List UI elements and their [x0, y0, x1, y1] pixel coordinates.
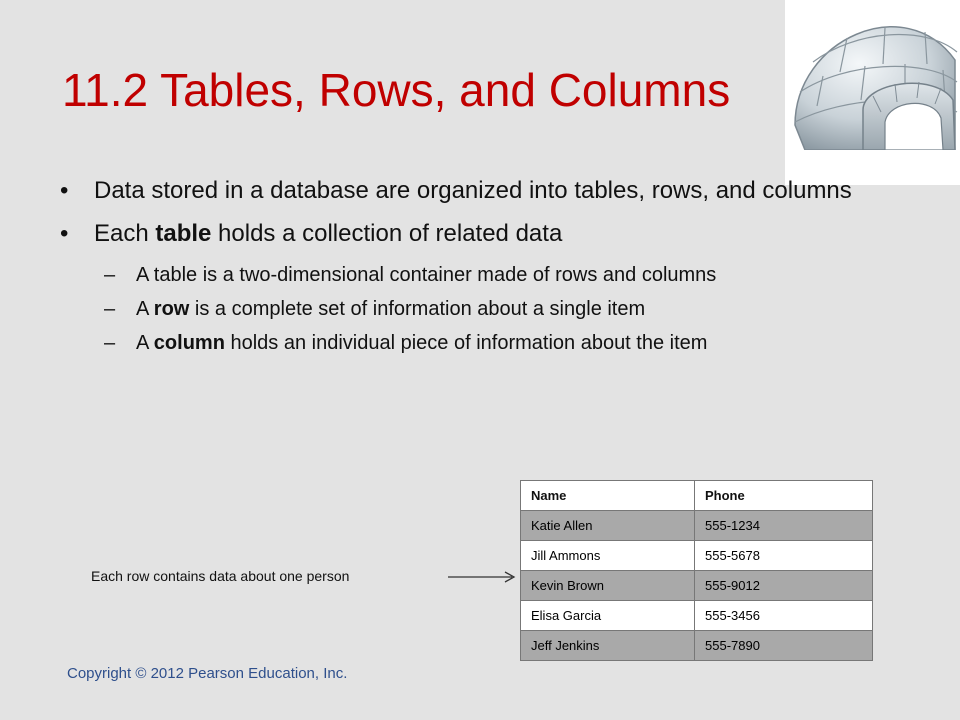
- row-caption: Each row contains data about one person: [91, 568, 350, 584]
- table-row: [521, 601, 873, 631]
- bullet-glyph: •: [60, 220, 69, 247]
- bullet-text: Data stored in a database are organized into tables, rows, and columns: [94, 177, 852, 204]
- cell-name: Katie Allen: [521, 511, 695, 541]
- sub-bullet-item: [60, 296, 920, 322]
- table-row: [521, 631, 873, 661]
- sub-bullet-text: A table is a two-dimensional container made of rows and columns: [136, 264, 717, 286]
- bold-term: table: [155, 220, 212, 247]
- cell-phone: 555-9012: [695, 571, 873, 601]
- cell-phone: 555-5678: [695, 541, 873, 571]
- cell-name: Elisa Garcia: [521, 601, 695, 631]
- table-row: [521, 541, 873, 571]
- copyright-footer: Copyright © 2012 Pearson Education, Inc.: [67, 665, 348, 682]
- cell-name: Jill Ammons: [521, 541, 695, 571]
- cell-phone: 555-7890: [695, 631, 873, 661]
- table-row: [521, 571, 873, 601]
- column-header-phone: Phone: [695, 481, 873, 511]
- bullet-text: Each table holds a collection of related data: [94, 220, 563, 247]
- bullet-item: [60, 176, 920, 206]
- people-table-container: [520, 480, 873, 661]
- people-table: [520, 480, 873, 661]
- bold-term: column: [153, 332, 225, 354]
- sub-bullet-glyph: –: [104, 298, 116, 320]
- cell-phone: 555-3456: [695, 601, 873, 631]
- table-row: [521, 511, 873, 541]
- cell-phone: 555-1234: [695, 511, 873, 541]
- table-header-row: [521, 481, 873, 511]
- bullet-list: [60, 176, 920, 364]
- sub-bullet-item: [60, 330, 920, 356]
- slide-title: 11.2 Tables, Rows, and Columns: [62, 64, 731, 116]
- cell-name: Jeff Jenkins: [521, 631, 695, 661]
- column-header-name: Name: [521, 481, 695, 511]
- bold-term: row: [153, 298, 190, 320]
- sub-bullet-text: A column holds an individual piece of information about the item: [136, 332, 708, 354]
- sub-bullet-item: [60, 262, 920, 288]
- bullet-glyph: •: [60, 177, 69, 204]
- igloo-image: [785, 0, 960, 185]
- sub-bullet-glyph: –: [104, 332, 116, 354]
- cell-name: Kevin Brown: [521, 571, 695, 601]
- bullet-item: [60, 219, 920, 249]
- arrow-right-icon: [448, 570, 518, 584]
- sub-bullet-glyph: –: [104, 264, 116, 286]
- sub-bullet-text: A row is a complete set of information about a single item: [136, 298, 646, 320]
